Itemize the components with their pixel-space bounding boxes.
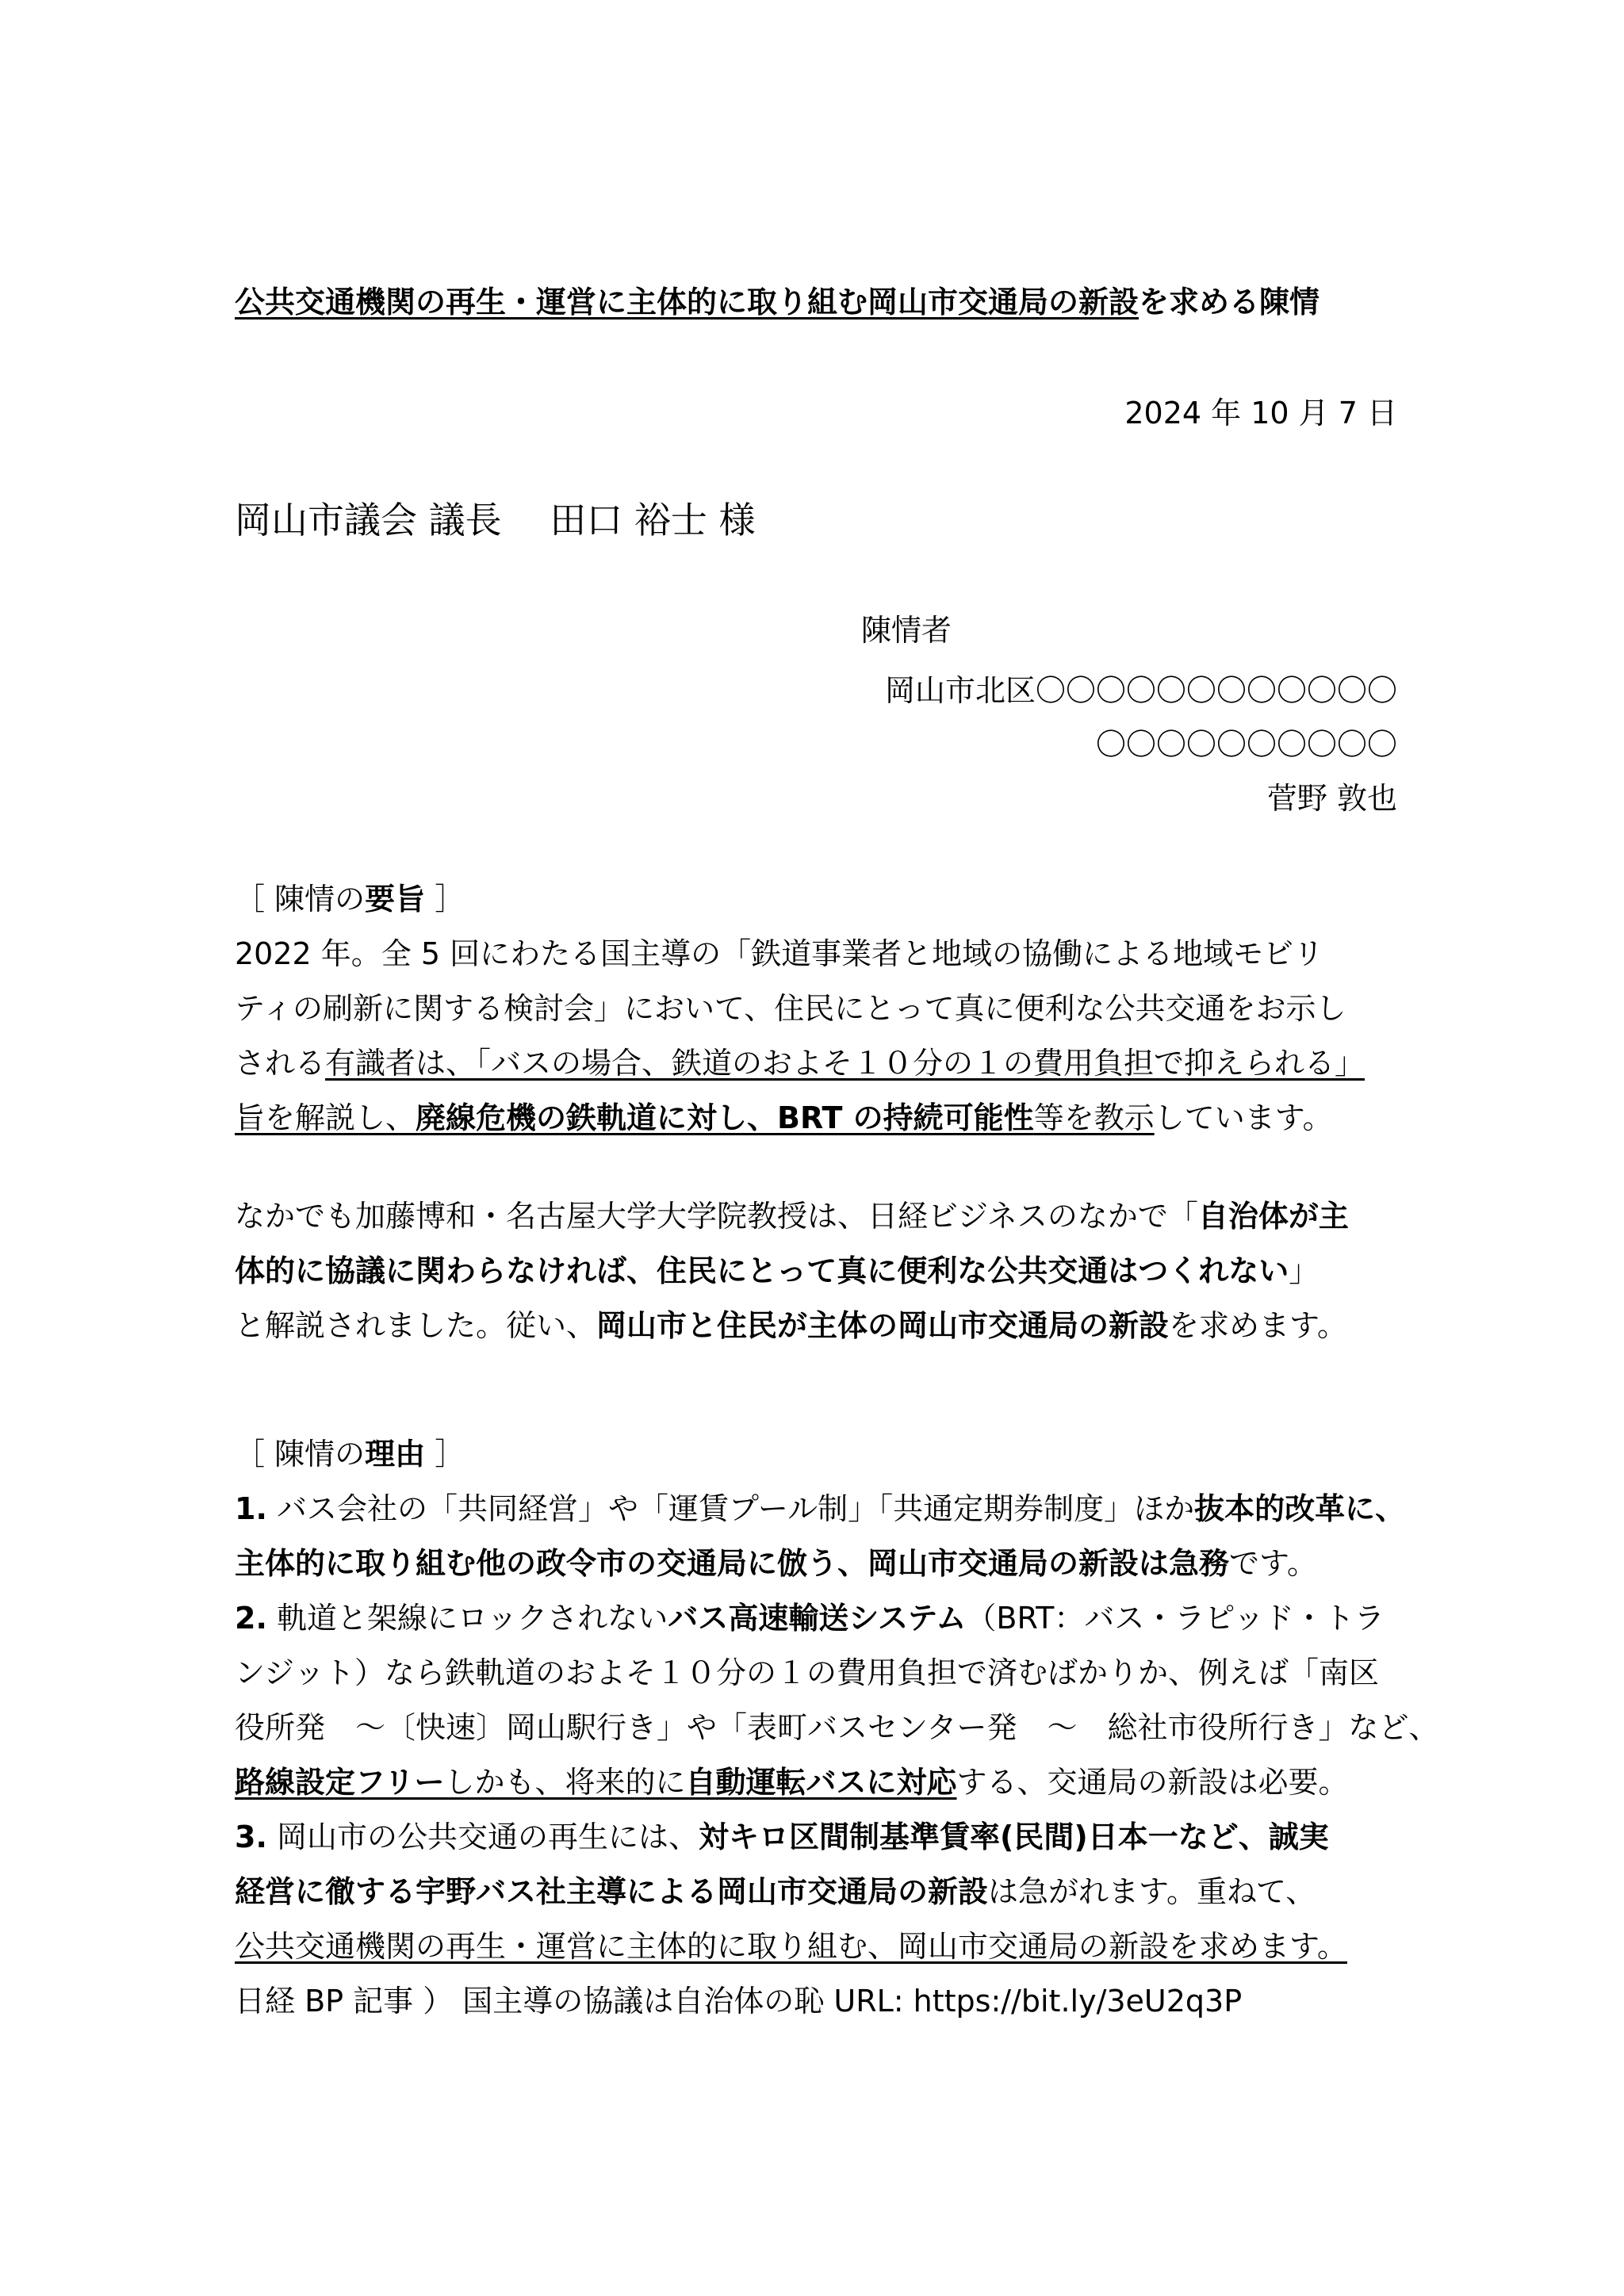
reason-1-line-1-pre: バス会社の「共同経営」や「運賃プール制」「共通定期券制度」ほか [266, 1491, 1195, 1526]
title-rest: を求める陳情 [1139, 285, 1320, 320]
commentary-line-3 [235, 1299, 1408, 1353]
commentary-line-2 [235, 1244, 1408, 1299]
reasons-section [235, 1427, 1439, 2029]
commentary-line-1 [235, 1189, 1408, 1244]
reason-2-line-4-bold-2: 自動運転バスに対応 [685, 1765, 957, 1800]
commentary-line-2-post: 」 [1289, 1253, 1320, 1288]
reasons-heading [235, 1427, 1408, 1482]
summary-heading-pre: ［ 陳情の [235, 882, 366, 916]
petitioner-label: 陳情者 [861, 613, 952, 648]
document-date: 2024 年 10 月 7 日 [1124, 396, 1397, 430]
summary-line-4-underlined-1: 旨を解説し、 [235, 1100, 416, 1135]
reason-3-line-1 [235, 1810, 1408, 1865]
reason-3-line-2 [235, 1865, 1408, 1919]
reason-1-line-1 [235, 1482, 1408, 1536]
reason-2-line-3: 役所発 ～〔快速〕岡山駅行き」や「表町バスセンター発 ～ 総社市役所行き」など、 [235, 1710, 1439, 1745]
petitioner-address-line2: 〇〇〇〇〇〇〇〇〇〇 [1095, 727, 1397, 762]
summary-line-3-underlined: 有識者は、「バスの場合、鉄道のおよそ１０分の１の費用負担で抑えられる」 [325, 1046, 1365, 1081]
reasons-heading-bold: 理由 [365, 1437, 426, 1471]
reason-2-line-2: ンジット）なら鉄軌道のおよそ１０分の１の費用負担で済むばかりか、例えば「南区 [235, 1655, 1380, 1690]
reason-1-line-2-post: です。 [1229, 1546, 1317, 1581]
reasons-heading-post: ］ [425, 1437, 465, 1471]
reason-1-line-1-bold: 抜本的改革に、 [1194, 1491, 1406, 1526]
reason-3-line-3 [235, 1919, 1408, 1974]
commentary-line-1-bold: 自治体が主 [1197, 1199, 1349, 1234]
commentary-section [235, 1189, 1408, 1353]
summary-heading [235, 872, 1408, 927]
document-title [235, 277, 1320, 321]
reason-2-line-1-post: （BRT：バス・ラピッド・トラ [966, 1601, 1385, 1636]
summary-heading-bold: 要旨 [365, 882, 426, 916]
reason-1-line-2-bold: 主体的に取り組む他の政令市の交通局に倣う、岡山市交通局の新設は急務 [235, 1546, 1230, 1581]
commentary-line-3-post: を求めます。 [1169, 1308, 1347, 1343]
commentary-line-3-pre: と解説されました。従い、 [235, 1308, 597, 1343]
summary-line-3-pre: される [235, 1046, 326, 1081]
reason-2-number: 2. [235, 1601, 267, 1636]
summary-line-2: ティの刷新に関する検討会」において、住民にとって真に便利な公共交通をお示し [235, 991, 1346, 1026]
reason-2-line-4-underlined: しかも、将来的に [444, 1765, 686, 1800]
reason-1-line-2 [235, 1536, 1408, 1591]
reason-3-line-2-post: は急がれます。重ねて、 [988, 1874, 1316, 1909]
reason-2-line-1 [235, 1591, 1408, 1646]
reason-2-line-4-bold-1: 路線設定フリー [235, 1765, 445, 1800]
commentary-line-3-bold: 岡山市と住民が主体の岡山市交通局の新設 [596, 1308, 1170, 1343]
reason-2-line-4-post: する、交通局の新設は必要。 [956, 1765, 1349, 1800]
summary-line-1: 2022 年。全 5 回にわたる国主導の「鉄道事業者と地域の協働による地域モビリ [235, 936, 1324, 971]
reason-3-line-1-pre: 岡山市の公共交通の再生には、 [266, 1820, 699, 1854]
reason-3-line-3-underlined: 公共交通機関の再生・運営に主体的に取り組む、岡山市交通局の新設を求めます。 [235, 1929, 1347, 1964]
reason-2-line-1-bold: バス高速輸送システム [668, 1601, 967, 1636]
summary-line-4-bold: 廃線危機の鉄軌道に対し、BRT の持続可能性 [416, 1100, 1034, 1135]
reason-3-line-1-bold: 対キロ区間制基準賃率(民間)日本一など、誠実 [698, 1820, 1329, 1854]
commentary-line-2-bold: 体的に協議に関わらなければ、住民にとって真に便利な公共交通はつくれない [235, 1253, 1289, 1288]
title-underlined: 公共交通機関の再生・運営に主体的に取り組む岡山市交通局の新設 [235, 285, 1139, 320]
reason-3-line-2-bold: 経営に徹する宇野バス社主導による岡山市交通局の新設 [235, 1874, 989, 1909]
addressee: 岡山市議会 議長 田口 裕士 様 [235, 499, 756, 541]
summary-line-4-post: しています。 [1154, 1100, 1333, 1135]
summary-heading-post: ］ [425, 882, 465, 916]
reason-2-line-1-pre: 軌道と架線にロックされない [266, 1601, 668, 1636]
summary-section [235, 872, 1408, 1146]
source-reference: 日経 BP 記事 ） 国主導の協議は自治体の恥 URL: https://bit.ly/3eU2q3P [235, 1984, 1243, 2019]
reason-3-number: 3. [235, 1820, 267, 1854]
reason-1-number: 1. [235, 1491, 267, 1526]
summary-line-4 [235, 1091, 1408, 1146]
commentary-line-1-pre: なかでも加藤博和・名古屋大学大学院教授は、日経ビジネスのなかで「 [235, 1199, 1198, 1234]
petitioner-address-line1: 岡山市北区〇〇〇〇〇〇〇〇〇〇〇〇 [884, 673, 1397, 708]
reason-2-line-4 [235, 1755, 1408, 1810]
reasons-heading-pre: ［ 陳情の [235, 1437, 366, 1471]
summary-line-4-underlined-2: 等を教示 [1033, 1100, 1155, 1135]
summary-line-3 [235, 1036, 1408, 1091]
petitioner-name: 菅野 敦也 [1266, 781, 1397, 816]
